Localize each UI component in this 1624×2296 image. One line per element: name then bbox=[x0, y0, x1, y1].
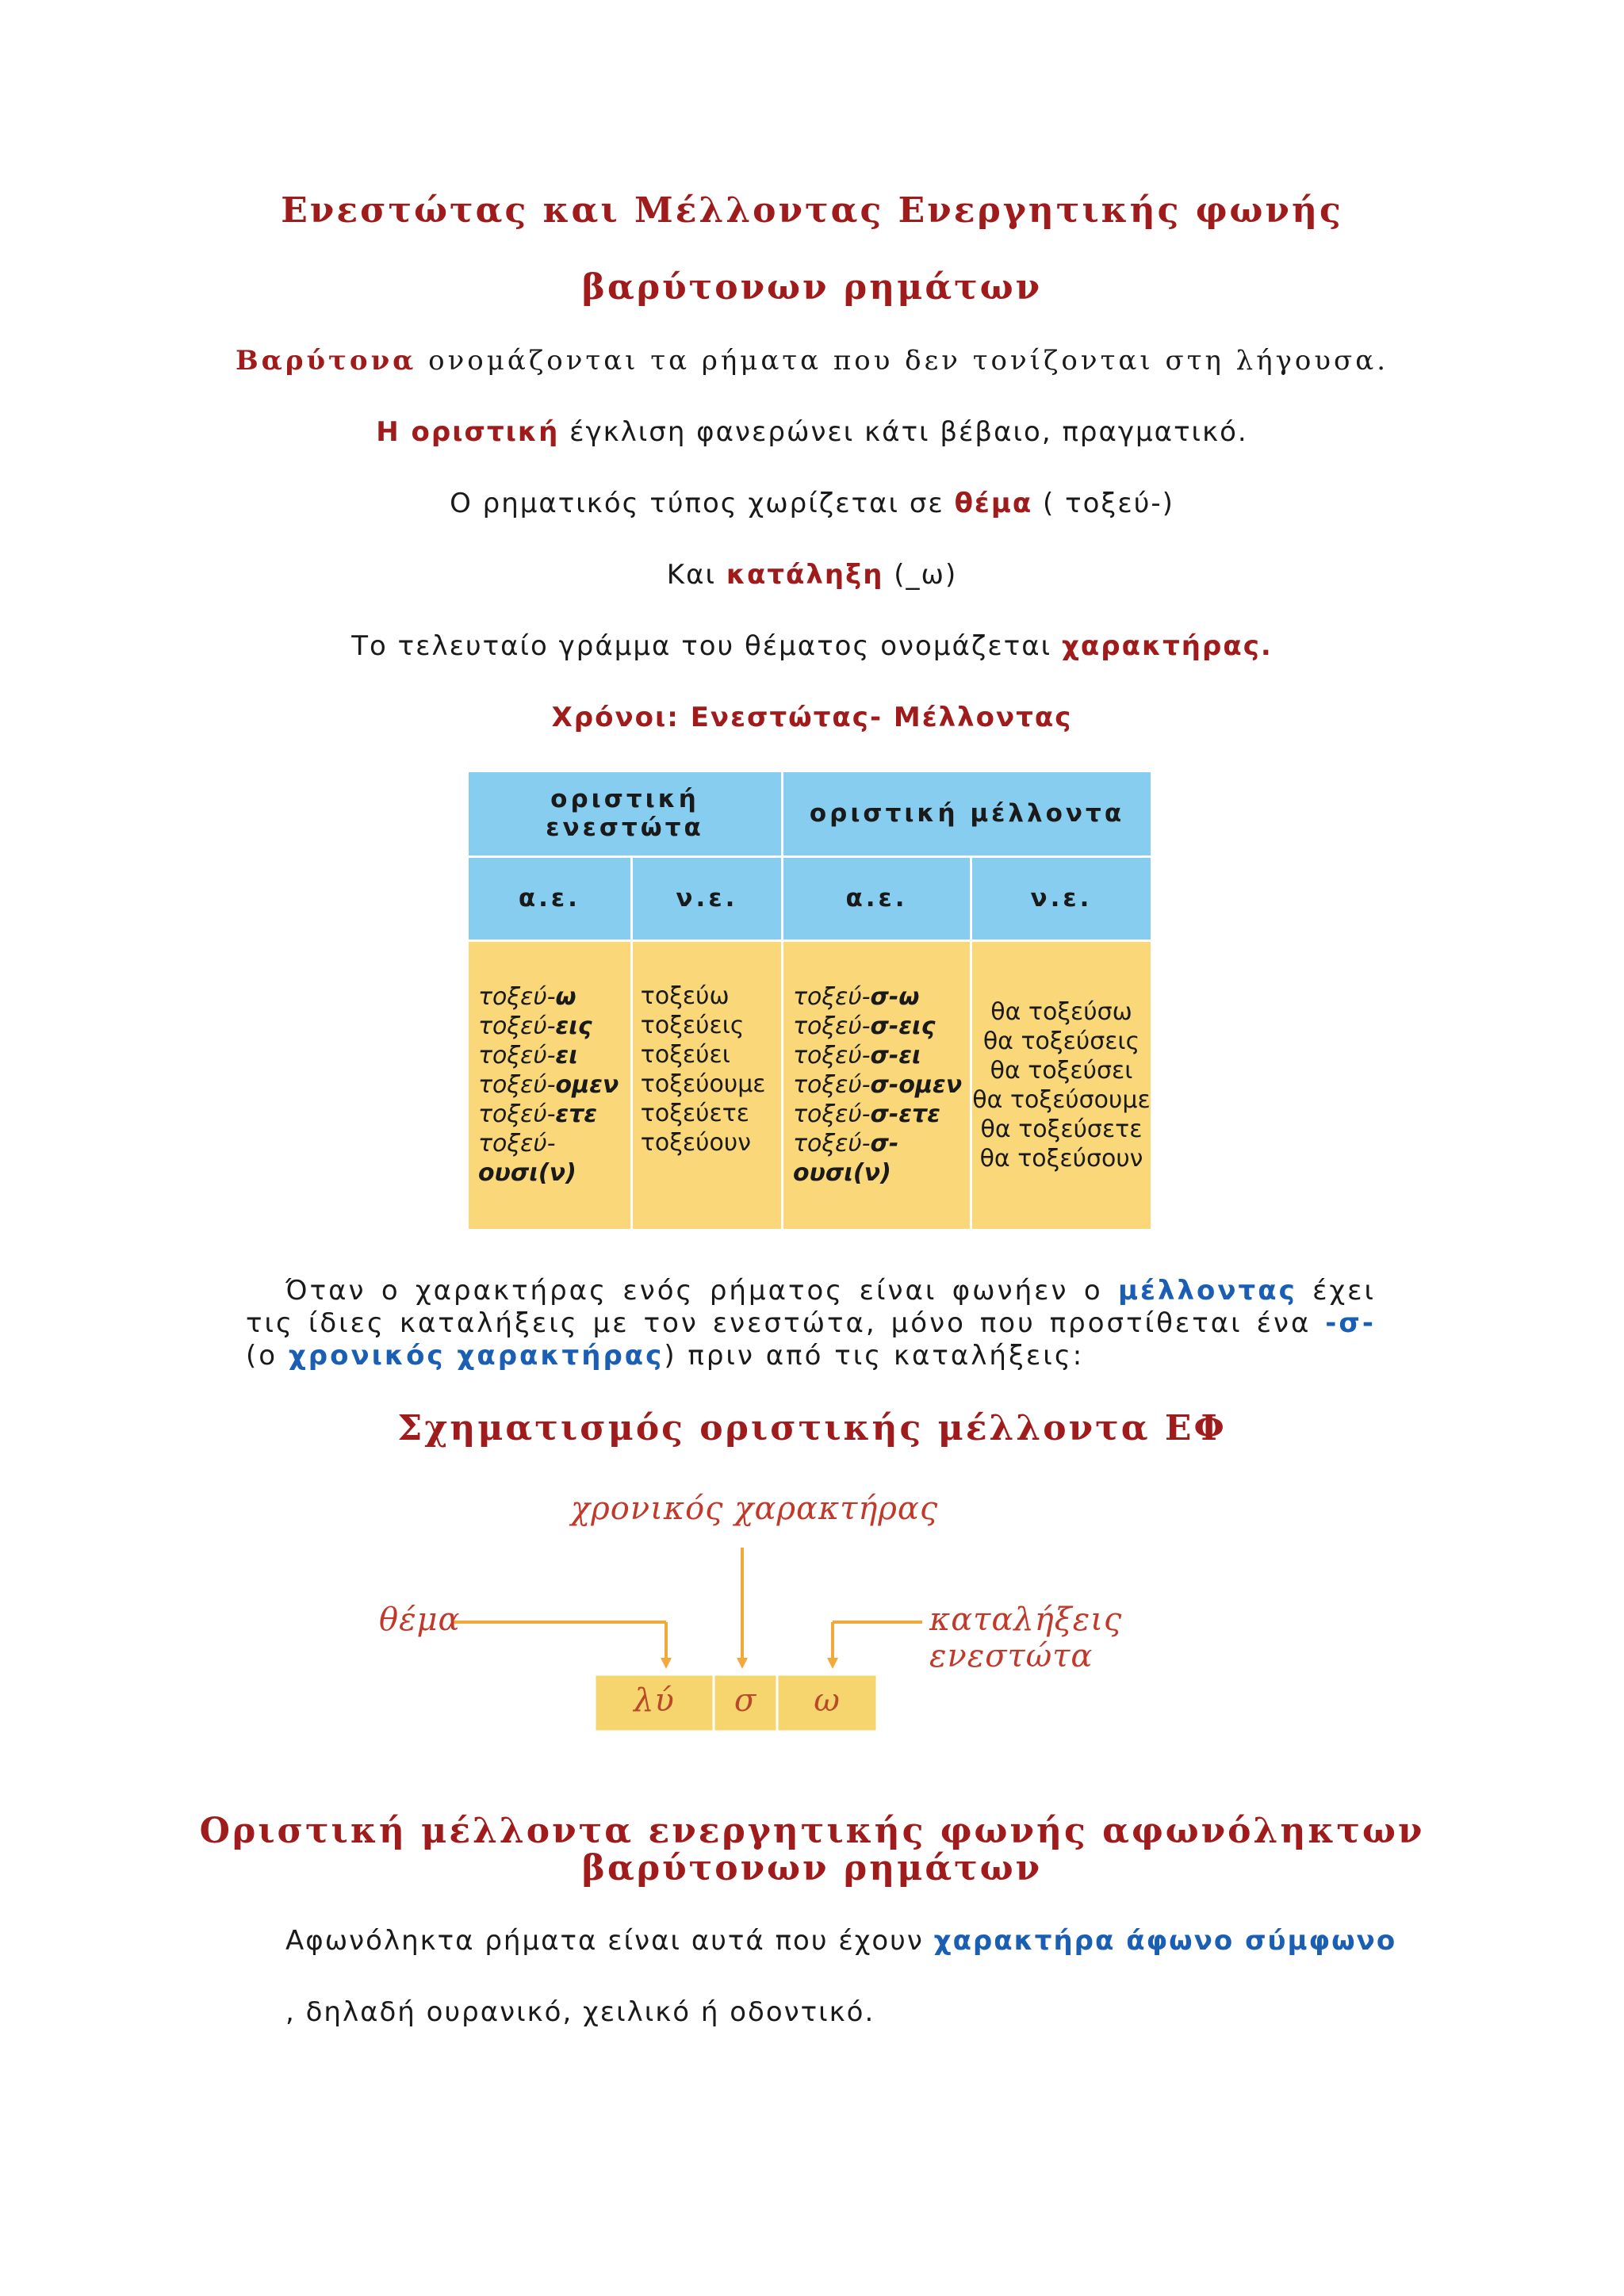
definition-text: ονομάζονται τα ρήματα που δεν τονίζονται στη λήγουσα. bbox=[416, 345, 1389, 377]
rule-term-temporal: χρονικός χαρακτήρας bbox=[288, 1340, 665, 1372]
future-ae-row: τοξεύ-σ-εις bbox=[793, 1012, 936, 1041]
character-term: χαρακτήρας. bbox=[1061, 630, 1273, 662]
present-ae-cell bbox=[469, 940, 631, 1229]
section2-paragraph: Αφωνόληκτα ρήματα είναι αυτά που έχουν χαρακτήρα άφωνο σύμφωνο bbox=[285, 1925, 1397, 1957]
future-ne-cell bbox=[971, 940, 1151, 1229]
split-pre: Ο ρηματικός τύπος χωρίζεται σε bbox=[450, 488, 955, 519]
tenses-label: Χρόνοι: Ενεστώτας- Μέλλοντας bbox=[551, 702, 1073, 733]
ending-term: κατάληξη bbox=[726, 559, 884, 591]
future-ae-row: τοξεύ-σ-ουσι(ν) bbox=[793, 1130, 899, 1188]
future-ne-row: θα τοξεύσω bbox=[990, 997, 1132, 1026]
figure-label-endings: καταλήξεις ενεστώτα bbox=[929, 1601, 1123, 1674]
present-ae-row: τοξεύ-ετε bbox=[478, 1100, 598, 1129]
section2-title-line2: βαρύτονων ρημάτων bbox=[581, 1848, 1043, 1888]
present-ne-row: τοξεύω bbox=[640, 982, 730, 1010]
present-ne-row: τοξεύεις bbox=[640, 1011, 745, 1039]
subheader-present-ne: ν.ε. bbox=[631, 856, 782, 940]
split-term: θέμα bbox=[954, 488, 1033, 519]
present-ae-row: τοξεύ-ει bbox=[478, 1042, 578, 1070]
subheader-present-ae: α.ε. bbox=[469, 856, 631, 940]
future-ae-cell bbox=[783, 940, 971, 1229]
figure-label-stem: θέμα bbox=[379, 1601, 461, 1638]
subheader-future-ae: α.ε. bbox=[783, 856, 971, 940]
definition-term: Βαρύτονα bbox=[235, 345, 417, 377]
future-ae-row: τοξεύ-σ-ω bbox=[793, 983, 920, 1012]
present-ne-row: τοξεύουμε bbox=[640, 1070, 766, 1098]
section2-paragraph-tail: , δηλαδή ουρανικό, χειλικό ή οδοντικό. bbox=[285, 1996, 875, 2028]
figure-box-stem-text: λύ bbox=[634, 1682, 675, 1719]
page-title-line2: βαρύτονων ρημάτων bbox=[581, 267, 1043, 308]
formation-title: Σχηματισμός οριστικής μέλλοντα ΕΦ bbox=[397, 1408, 1227, 1448]
present-ne-row: τοξεύει bbox=[640, 1040, 730, 1069]
future-ne-row: θα τοξεύσετε bbox=[980, 1115, 1143, 1143]
section2-title-line1: Οριστική μέλλοντα ενεργητικής φωνής αφωνόληκτων bbox=[199, 1811, 1425, 1851]
future-ae-row: τοξεύ-σ-ομεν bbox=[793, 1071, 963, 1100]
rule-term-future: μέλλοντας bbox=[1118, 1275, 1297, 1307]
future-ne-row: θα τοξεύσουμε bbox=[972, 1085, 1151, 1114]
split-line bbox=[0, 488, 1624, 519]
mood-term: Η οριστική bbox=[376, 416, 560, 448]
section2-term: χαρακτήρα άφωνο σύμφωνο bbox=[933, 1925, 1397, 1957]
conjugation-table bbox=[469, 772, 1151, 1229]
rule-paragraph: Όταν ο χαρακτήρας ενός ρήματος είναι φωνήεν ο μέλλοντας έχει τις ίδιες καταλήξεις με τον ενεστώτα, μόνο που προστίθεται ένα -σ- (ο χρονικός χαρακτήρας) πριν από τις καταλήξεις: bbox=[246, 1275, 1376, 1372]
ending-pre: Και bbox=[666, 559, 726, 591]
character-line bbox=[0, 630, 1624, 662]
present-ae-row: τοξεύ-ομεν bbox=[478, 1071, 619, 1100]
present-ae-row: τοξεύ-ω bbox=[478, 983, 576, 1012]
future-ae-row: τοξεύ-σ-ει bbox=[793, 1042, 921, 1070]
mood-line bbox=[0, 416, 1624, 448]
page-title-line1: Ενεστώτας και Μέλλοντας Ενεργητικής φωνής bbox=[281, 190, 1343, 231]
table-header-present: οριστική ενεστώτα bbox=[469, 772, 783, 856]
present-ne-row: τοξεύετε bbox=[640, 1099, 749, 1127]
figure-box-ending-text: ω bbox=[814, 1682, 841, 1719]
future-ne-row: θα τοξεύσει bbox=[990, 1056, 1133, 1085]
split-post: ( τοξεύ-) bbox=[1032, 488, 1174, 519]
character-pre: Το τελευταίο γράμμα του θέματος ονομάζεται bbox=[351, 630, 1062, 662]
table-header-future: οριστική μέλλοντα bbox=[783, 772, 1151, 856]
rule-term-sigma: -σ- bbox=[1325, 1307, 1376, 1339]
present-ne-cell bbox=[631, 940, 782, 1229]
future-ne-row: θα τοξεύσουν bbox=[979, 1144, 1143, 1173]
subheader-future-ne: ν.ε. bbox=[971, 856, 1151, 940]
future-ne-row: θα τοξεύσεις bbox=[982, 1027, 1140, 1055]
formation-figure bbox=[365, 1490, 1269, 1752]
present-ae-row: τοξεύ-εις bbox=[478, 1012, 592, 1041]
figure-label-temporal: χρονικός χαρακτήρας bbox=[571, 1490, 939, 1527]
mood-text: έγκλιση φανερώνει κάτι βέβαιο, πραγματικό. bbox=[559, 416, 1248, 448]
definition-line bbox=[0, 345, 1624, 377]
ending-line bbox=[0, 559, 1624, 591]
future-ae-row: τοξεύ-σ-ετε bbox=[793, 1100, 940, 1129]
figure-box-sigma-text: σ bbox=[733, 1682, 757, 1719]
present-ae-row: τοξεύ- ουσι(ν) bbox=[478, 1130, 576, 1188]
present-ne-row: τοξεύουν bbox=[640, 1128, 751, 1157]
ending-post: (_ω) bbox=[883, 559, 958, 591]
